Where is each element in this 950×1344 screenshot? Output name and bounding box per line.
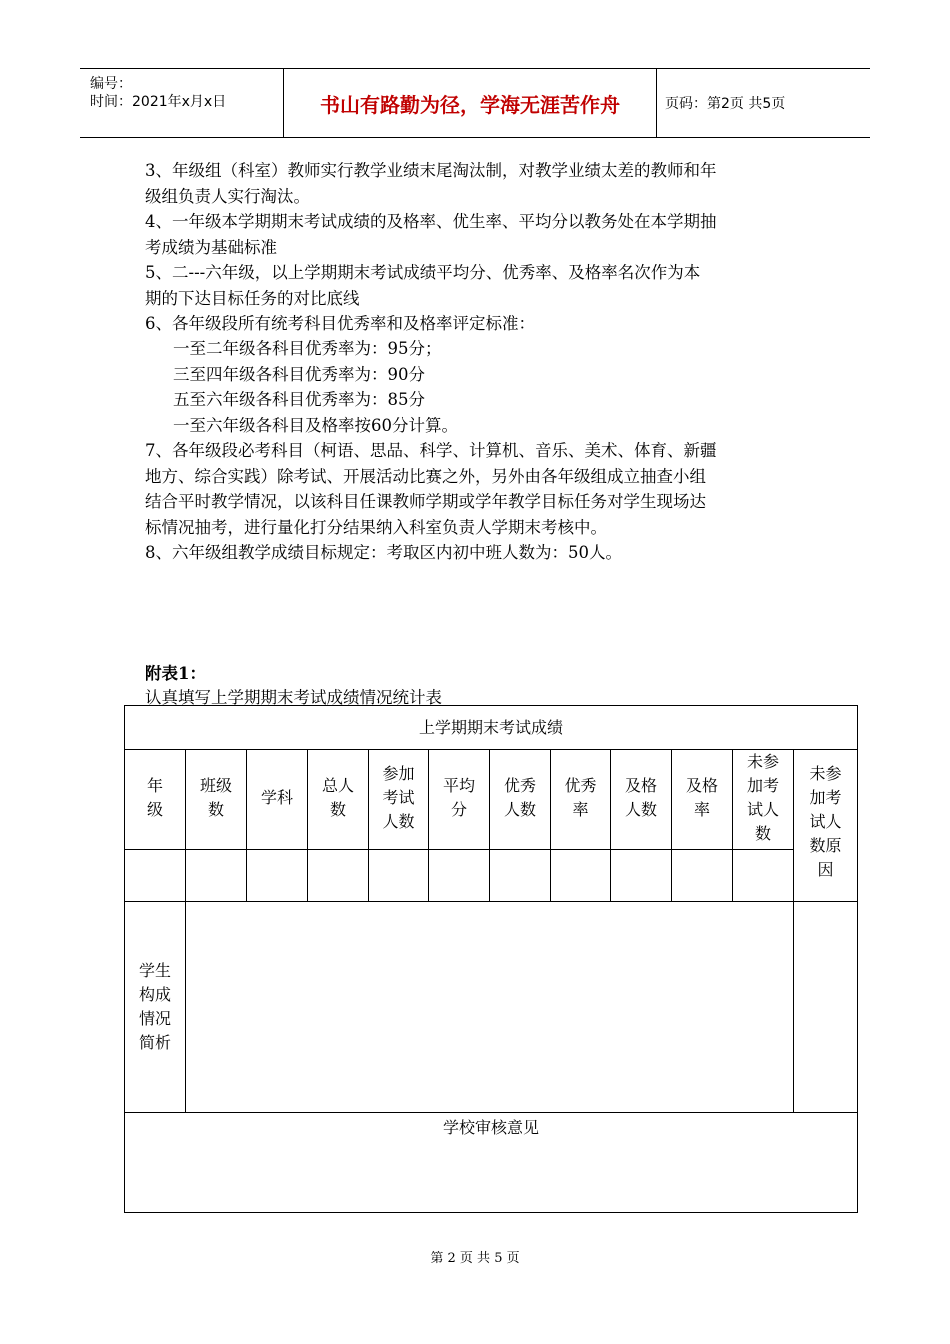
col-rule-3 — [307, 749, 308, 901]
para-7-line-1: 7、各年级段必考科目（柯语、思品、科学、计算机、音乐、美术、体育、新疆 — [145, 441, 717, 460]
col-header-average: 平均 分 — [442, 776, 475, 819]
para-4-line-2: 考成绩为基础标准 — [145, 238, 277, 257]
col-header-class-count: 班级 数 — [199, 776, 232, 819]
para-7-line-2: 地方、综合实践）除考试、开展活动比赛之外，另外由各年级组成立抽查小组 — [145, 467, 706, 486]
para-4-line-1: 4、一年级本学期期末考试成绩的及格率、优生率、平均分以教务处在本学期抽 — [145, 212, 717, 231]
para-7-line-4: 标情况抽考，进行量化打分结果纳入科室负责人学期末考核中。 — [145, 518, 607, 537]
para-3-line-1: 3、年级组（科室）教师实行教学业绩末尾淘汰制，对教学业绩太差的教师和年 — [145, 161, 717, 180]
col-header-grade: 年 级 — [146, 776, 163, 819]
appendix-title: 认真填写上学期期末考试成绩情况统计表 — [145, 688, 442, 707]
para-6-item-2: 三至四年级各科目优秀率为：90分 — [173, 365, 425, 384]
rule-below-header — [125, 849, 793, 850]
col-header-absent-count: 未参 加考 试人 数 — [746, 752, 779, 843]
time-label: 时间：2021年x月x日 — [90, 94, 227, 110]
score-table — [124, 705, 858, 1213]
rule-below-student — [125, 1112, 857, 1113]
col-rule-5 — [428, 749, 429, 901]
para-8-line-1: 8、六年级组教学成绩目标规定：考取区内初中班人数为：50人。 — [145, 543, 622, 562]
para-6-item-1: 一至二年级各科目优秀率为：95分； — [173, 339, 442, 358]
col-header-participants: 参加 考试 人数 — [382, 764, 415, 831]
student-composition-label: 学生 构成 情况 简析 — [138, 961, 171, 1052]
col-rule-8 — [610, 749, 611, 901]
para-3-line-2: 级组负责人实行淘汰。 — [145, 187, 310, 206]
serial-label: 编号： — [90, 76, 132, 92]
col-rule-9 — [671, 749, 672, 901]
page-info: 页码：第2页 共5页 — [665, 96, 786, 112]
col-header-excellent-count: 优秀 人数 — [503, 776, 536, 819]
para-5-line-1: 5、二---六年级，以上学期期末考试成绩平均分、优秀率、及格率名次作为本 — [145, 263, 701, 282]
motto: 书山有路勤为径，学海无涯苦作舟 — [283, 69, 657, 137]
col-header-total: 总人 数 — [321, 776, 354, 819]
col-header-excellent-rate: 优秀 率 — [564, 776, 597, 819]
col-header-subject: 学科 — [260, 788, 293, 807]
col-header-absent-reason: 未参 加考 试人 数原 因 — [809, 764, 842, 879]
review-label: 学校审核意见 — [442, 1118, 539, 1137]
header-left — [80, 69, 283, 137]
col-rule-7 — [550, 749, 551, 901]
col-header-pass-count: 及格 人数 — [624, 776, 657, 819]
table-caption: 上学期期末考试成绩 — [418, 718, 563, 737]
col-rule-6 — [489, 749, 490, 901]
col-rule-2 — [246, 749, 247, 901]
para-6-item-3: 五至六年级各科目优秀率为：85分 — [173, 390, 425, 409]
appendix-label: 附表1： — [145, 664, 206, 683]
page-footer: 第 2 页 共 5 页 — [430, 1251, 520, 1266]
rule-below-data — [125, 901, 857, 902]
para-7-line-3: 结合平时教学情况，以该科目任课教师学期或学年教学目标任务对学生现场达 — [145, 492, 706, 511]
para-5-line-2: 期的下达目标任务的对比底线 — [145, 289, 360, 308]
col-header-pass-rate: 及格 率 — [685, 776, 718, 819]
para-6-item-4: 一至六年级各科目及格率按60分计算。 — [173, 416, 458, 435]
page-header — [80, 68, 870, 138]
para-6-line-1: 6、各年级段所有统考科目优秀率和及格率评定标准： — [145, 314, 535, 333]
